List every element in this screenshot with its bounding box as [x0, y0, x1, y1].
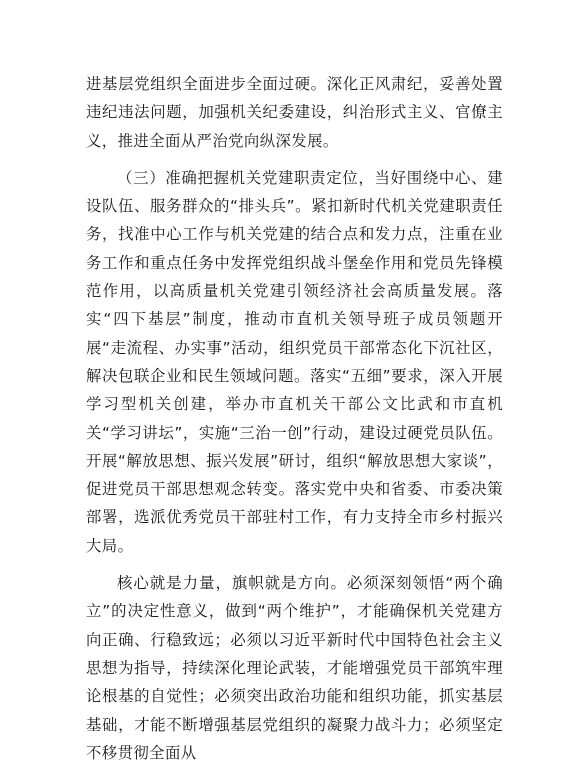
- document-body: [86, 70, 503, 767]
- paragraph-1: 进基层党组织全面进步全面过硬。深化正风肃纪，妥善处置违纪违法问题，加强机关纪委建设，纠治形式主义、官僚主义，推进全面从严治党向纵深发展。: [86, 75, 503, 150]
- paragraph-2: （三）准确把握机关党建职责定位，当好围绕中心、建设队伍、服务群众的“排头兵”。紧扣新时代机关党建职责任务，找准中心工作与机关党建的结合点和发力点，注重在业务工作和重点任务中发挥党组织战斗堡垒作用和党员先锋模范作用，以高质量机关党建引领经济社会高质量发展。落实“四下基层”制度，推动市直机关领导班子成员领题开展“走流程、办实事”活动，组织党员干部常态化下沉社区，解决包联企业和民生领域问题。落实“五细”要求，深入开展学习型机关创建，举办市直机关干部公文比武和市直机关“学习讲坛”，实施“三治一创”行动，建设过硬党员队伍。开展“解放思想、振兴发展”研讨，组织“解放思想大家谈”，促进党员干部思想观念转变。落实党中央和省委、市委决策部署，选派优秀党员干部驻村工作，有力支持全市乡村振兴大局。: [86, 168, 503, 555]
- paragraph-3: 核心就是力量，旗帜就是方向。必须深刻领悟“两个确立”的决定性意义，做到“两个维护”，才能确保机关党建方向正确、行稳致远；必须以习近平新时代中国特色社会主义思想为指导，持续深化理论武装，才能增强党员干部筑牢理论根基的自觉性；必须突出政治功能和组织功能，抓实基层基础，才能不断增强基层党组织的凝聚力战斗力；必须坚定不移贯彻全面从: [86, 574, 503, 762]
